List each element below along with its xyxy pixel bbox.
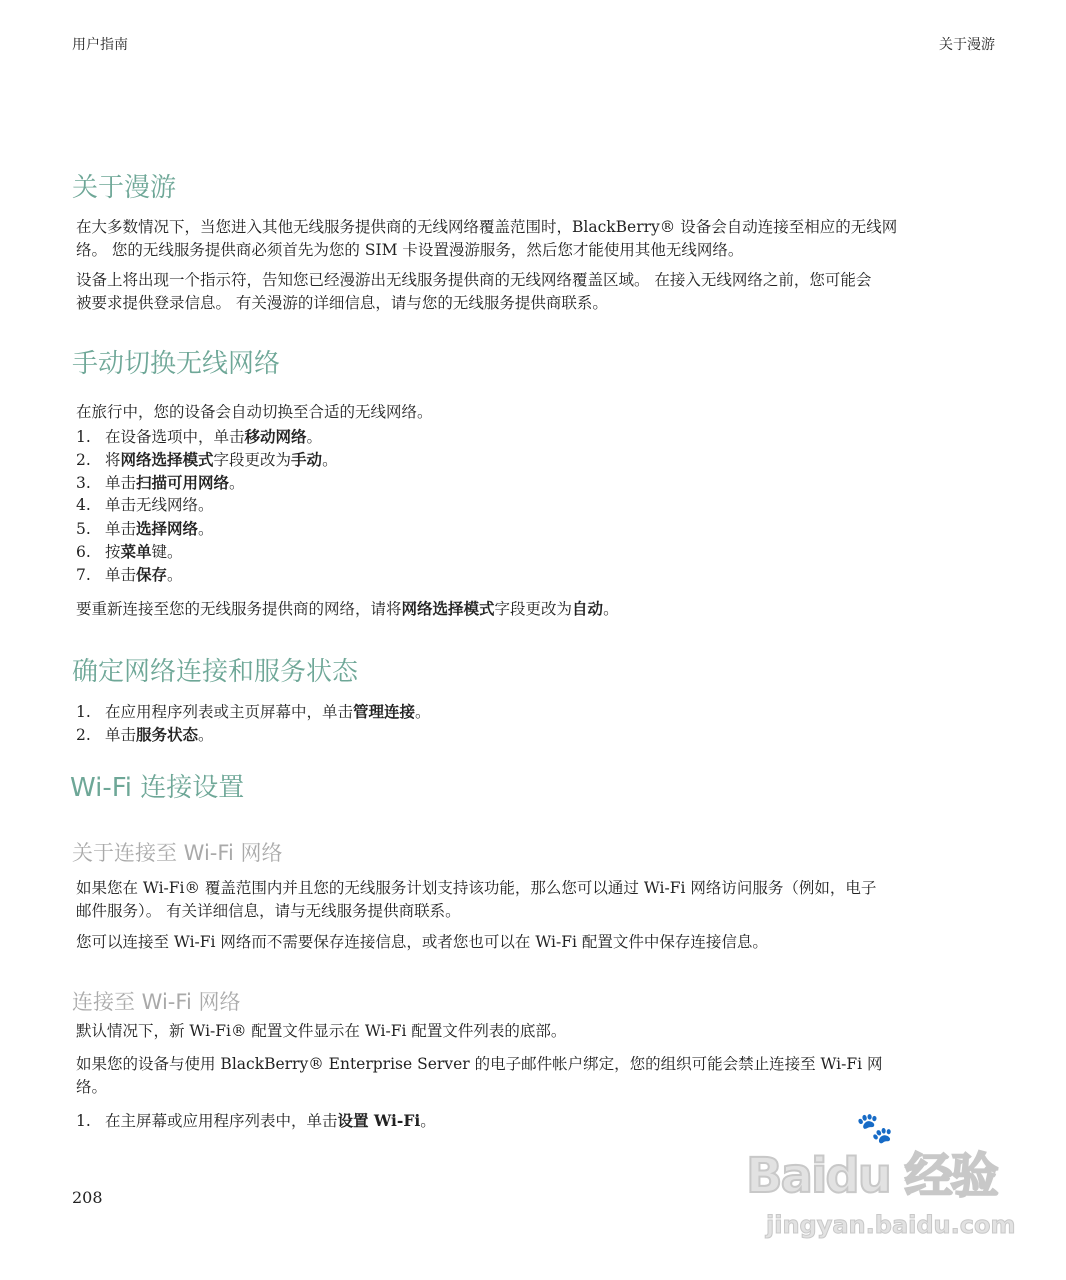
text: 键。 xyxy=(151,543,183,561)
text-line: 络。 您的无线服务提供商必须首先为您的 SIM 卡设置漫游服务，然后您才能使用其他无线网络。 xyxy=(76,241,744,259)
list-item xyxy=(76,1109,436,1133)
list-item xyxy=(76,517,214,541)
list-item xyxy=(76,494,214,517)
step-number: 1. xyxy=(76,428,91,446)
ui-term: 设置 Wi-Fi xyxy=(337,1111,421,1130)
text: 。 xyxy=(322,451,338,469)
step-number: 1. xyxy=(76,1112,91,1130)
text: 。 xyxy=(306,428,323,446)
text: 。 xyxy=(229,474,245,492)
text: 要重新连接至您的无线服务提供商的网络，请将 xyxy=(76,600,402,618)
text: 在应用程序列表或主页屏幕中，单击 xyxy=(105,703,354,721)
text: 。 xyxy=(603,600,619,618)
paw-icon: 🐾 xyxy=(856,1111,894,1146)
list-item xyxy=(76,471,245,495)
list-item xyxy=(76,425,322,449)
text: 。 xyxy=(198,520,214,538)
step-number: 5. xyxy=(76,520,91,538)
text: 将 xyxy=(105,451,121,469)
text: 。 xyxy=(415,703,431,721)
step-number: 7. xyxy=(76,566,91,584)
step-number: 1. xyxy=(76,703,91,721)
text-line: 如果您的设备与使用 BlackBerry® Enterprise Server 的电子邮件帐户绑定，您的组织可能会禁止连接至 Wi-Fi 网 xyxy=(76,1055,883,1073)
text-line: 如果您在 Wi-Fi® 覆盖范围内并且您的无线服务计划支持该功能，那么您可以通过 Wi-Fi 网络访问服务（例如，电子 xyxy=(76,879,877,897)
ui-term: 扫描可用网络 xyxy=(136,473,230,492)
text: 单击 xyxy=(105,520,137,538)
paragraph: 默认情况下，新 Wi-Fi® 配置文件显示在 Wi-Fi 配置文件列表的底部。 xyxy=(76,1022,567,1040)
step-number: 2. xyxy=(76,726,91,744)
text: 单击 xyxy=(105,726,137,744)
section-title-network-status: 确定网络连接和服务状态 xyxy=(72,657,359,687)
ui-term: 菜单 xyxy=(120,542,152,561)
watermark-url: jingyan.baidu.com xyxy=(766,1211,1016,1239)
subsection-title-connect-wifi: 连接至 Wi-Fi 网络 xyxy=(72,990,241,1014)
section-title-switch-network: 手动切换无线网络 xyxy=(72,349,281,379)
ui-term: 管理连接 xyxy=(353,702,416,721)
ui-term: 移动网络 xyxy=(244,427,307,446)
ui-term: 保存 xyxy=(136,565,168,584)
list-item xyxy=(76,540,183,564)
paragraph xyxy=(76,1053,883,1099)
subsection-title-about-wifi: 关于连接至 Wi-Fi 网络 xyxy=(72,841,283,865)
section-title-wifi-settings: Wi-Fi 连接设置 xyxy=(70,773,245,803)
paragraph xyxy=(76,597,619,621)
text: 。 xyxy=(167,566,183,584)
list-item xyxy=(76,448,338,472)
step-number: 2. xyxy=(76,451,91,469)
list-item xyxy=(76,563,183,587)
paragraph xyxy=(76,216,897,262)
step-number: 6. xyxy=(76,543,91,561)
text: 在主屏幕或应用程序列表中，单击 xyxy=(105,1112,338,1130)
paragraph: 在旅行中，您的设备会自动切换至合适的无线网络。 xyxy=(76,403,433,421)
text-line: 邮件服务）。 有关详细信息，请与无线服务提供商联系。 xyxy=(76,902,461,920)
text: 。 xyxy=(198,726,214,744)
ui-term: 网络选择模式 xyxy=(120,450,214,469)
text: 按 xyxy=(105,543,121,561)
text-line: 络。 xyxy=(76,1078,108,1096)
step-number: 3. xyxy=(76,474,91,492)
paragraph xyxy=(76,269,871,315)
running-header-left: 用户指南 xyxy=(72,37,128,53)
text: 在设备选项中，单击 xyxy=(105,428,245,446)
list-item xyxy=(76,700,431,724)
list-item xyxy=(76,723,214,747)
ui-term: 服务状态 xyxy=(136,725,199,744)
text: 单击 xyxy=(105,566,137,584)
text-line: 在大多数情况下，当您进入其他无线服务提供商的无线网络覆盖范围时，BlackBerry® 设备会自动连接至相应的无线网 xyxy=(76,218,898,236)
paragraph: 您可以连接至 Wi-Fi 网络而不需要保存连接信息，或者您也可以在 Wi-Fi 配置文件中保存连接信息。 xyxy=(76,933,768,951)
watermark-logo-text: Baidu 经验 xyxy=(746,1148,997,1204)
page-number: 208 xyxy=(72,1188,103,1207)
text: 字段更改为 xyxy=(494,600,573,618)
text-line: 设备上将出现一个指示符，告知您已经漫游出无线服务提供商的无线网络覆盖区域。 在接入无线网络之前，您可能会 xyxy=(76,271,872,289)
text: 单击无线网络。 xyxy=(105,496,214,514)
baidu-watermark-logo xyxy=(746,1111,1016,1262)
step-number: 4. xyxy=(76,496,91,514)
ui-term: 网络选择模式 xyxy=(401,599,495,618)
section-title-roaming: 关于漫游 xyxy=(72,173,177,203)
ui-term: 自动 xyxy=(572,599,604,618)
text: 字段更改为 xyxy=(213,451,292,469)
ui-term: 手动 xyxy=(291,450,323,469)
text-line: 被要求提供登录信息。 有关漫游的详细信息，请与您的无线服务提供商联系。 xyxy=(76,294,608,312)
ui-term: 选择网络 xyxy=(136,519,199,538)
text: 。 xyxy=(420,1112,436,1130)
text: 单击 xyxy=(105,474,137,492)
paragraph xyxy=(76,877,876,923)
running-header-right: 关于漫游 xyxy=(939,37,995,53)
